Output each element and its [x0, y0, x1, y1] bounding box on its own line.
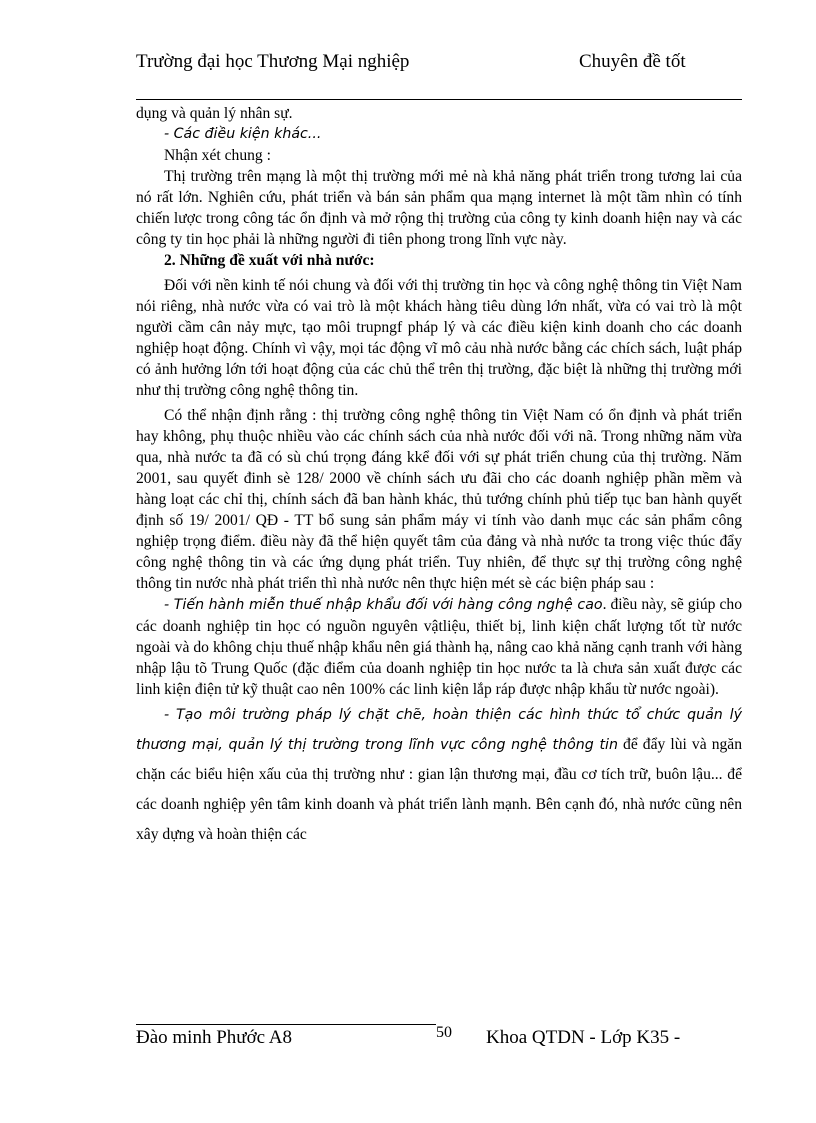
- paragraph-tax-exemption: [136, 594, 742, 700]
- paragraph-online-market: Thị trường trên mạng là một thị trường mới mẻ nà khả năng phát triển trong tương lai của nó rất lớn. Nghiên cứu, phát triển và bán sản phẩm qua mạng internet là một tầm nhìn có tính chiến lược trong công tác ổn định và mở rộng thị trường của công ty kinh doanh hiện nay và các công ty tin học phải là những người đi tiên phong trong lĩnh vực này.: [136, 168, 742, 248]
- legal-environment-text: để đẩy lùi và ngăn chặn các biểu hiện xấu của thị trường như : gian lận thương mại, đầu cơ tích trữ, buôn lậu... để các doanh nghiệp yên tâm kinh doanh và phát triển lành mạnh. Bên cạnh đó, nhà nước cũng nên xây dựng và hoàn thiện các: [136, 736, 743, 843]
- paragraph-legal-environment: [136, 700, 742, 850]
- section-heading: 2. Những đề xuất với nhà nước:: [164, 252, 375, 269]
- page-header: [136, 46, 742, 100]
- paragraph-policy: Có thể nhận định rằng : thị trường công nghệ thông tin Việt Nam có ổn định và phát triển hay không, phụ thuộc nhiều vào các chính sách của nhà nước đối với nã. Trong những năm vừa qua, nhà nước ta đã có sù chú trọng đáng kkể đối với sự phát triển chung của thị trường. Năm 2001, sau quyết đinh sè 128/ 2000 về chính sách ưu đãi cho các doanh nghiệp phần mềm và hàng loạt các chỉ thị, chính sách đã ban hành khác, thủ tướng chính phủ tiếp tục ban hành quyết định số 19/ 2001/ QĐ - TT bổ sung sản phẩm máy vi tính vào danh mục các sản phẩm công nghiệp trọng điểm. điều này đã thể hiện quyết tâm của đảng và nhà nước ta trong việc thúc đẩy công nghệ thông tin và các ứng dụng phát triển. Tuy nhiên, để thực sự thị trường công nghệ thông tin nước nhà phát triển thì nhà nước nên thực hiện mét sè các biện pháp sau :: [136, 407, 742, 592]
- header-title: Chuyên đề tốt: [579, 51, 686, 72]
- footer-rule: [136, 1024, 436, 1025]
- paragraph-state-role: Đối với nền kinh tế nói chung và đối với thị trường tin học và công nghệ thông tin Việt Nam nói riêng, nhà nước vừa có vai trò là một khách hàng tiêu dùng lớn nhất, vừa có vai trò là một người cầm cân nảy mực, tạo môi trupngf pháp lý và các điều kiện kinh doanh cho các doanh nghiệp hoạt động. Chính vì vậy, mọi tác động vĩ mô cảu nhà nước bằng các chích sách, luật pháp có ảnh hưởng lớn tới hoạt động của các chủ thể trên thị trường, đặc biệt là những thị trường mới như thị trường công nghệ thông tin.: [136, 277, 742, 399]
- page-number: 50: [436, 1024, 452, 1041]
- tax-exemption-lead: - Tiến hành miễn thuế nhập khẩu đối với hàng công nghệ cao: [164, 597, 603, 613]
- tax-exemption-text: . điều này, sẽ giúp cho các doanh nghiệp tin học có nguồn nguyên vậtliệu, thiết bị, linh kiện chất lượng tốt từ nước ngoài và do không chịu thuế nhập khẩu nên giá thành hạ, nâng cao khả năng cạnh tranh với hàng nhập lậu tõ Trung Quốc (đặc điểm của doanh nghiệp tin học nước ta là chưa sản xuất được các linh kiện điện tử kỹ thuật cao nên 100% các linh kiện lắp ráp được nhập khẩu từ nước ngoài).: [136, 596, 742, 698]
- paragraph-continuation: dụng và quản lý nhân sự.: [136, 105, 293, 122]
- legal-environment-lead: - Tạo môi trường pháp lý chặt chẽ, hoàn thiện các hình thức tổ chức quản lý thương mại, quản lý thị trường trong lĩnh vực công nghệ thông tin: [136, 707, 742, 753]
- header-school: Trường đại học Thương Mại nghiệp: [136, 51, 410, 72]
- footer-class: Khoa QTDN - Lớp K35 -: [486, 1027, 681, 1048]
- page-body: [136, 103, 742, 850]
- footer-author: Đào minh Phước A8: [136, 1027, 292, 1048]
- header-rule: [136, 99, 742, 100]
- paragraph-other-conditions: - Các điều kiện khác...: [164, 126, 322, 142]
- paragraph-general-remark: Nhận xét chung :: [164, 147, 271, 164]
